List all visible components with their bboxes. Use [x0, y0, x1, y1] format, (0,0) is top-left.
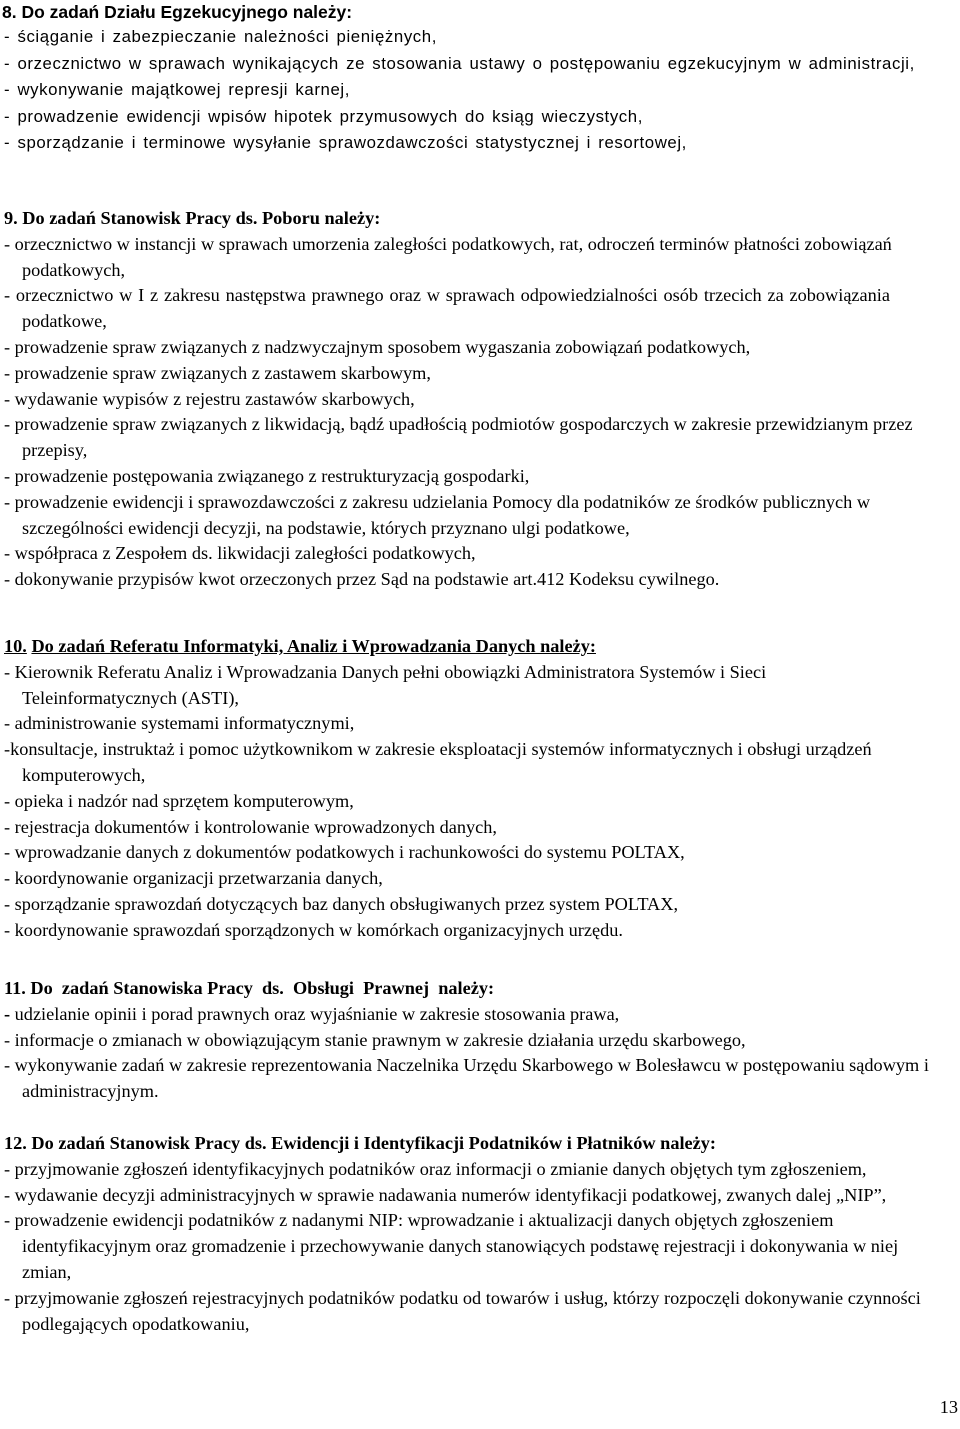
- list-item: - wydawanie decyzji administracyjnych w sprawie nadawania numerów identyfikacji podatkowej, zwanych dalej „NIP”,: [4, 1184, 887, 1205]
- list-item: - rejestracja dokumentów i kontrolowanie wprowadzonych danych,: [4, 816, 497, 837]
- list-item: - ściąganie i zabezpieczanie należności pieniężnych,: [4, 27, 437, 46]
- section-number: 10.: [4, 636, 27, 656]
- list-item: -konsultacje, instruktaż i pomoc użytkownikom w zakresie eksploatacji systemów informatycznych i obsługi urządzeń komputerowych,: [4, 739, 872, 785]
- list-item: - prowadzenie spraw związanych z zastawem skarbowym,: [4, 362, 431, 383]
- page-number: 13: [939, 1397, 958, 1417]
- list-item: - wykonywanie majątkowej represji karnej,: [4, 80, 350, 99]
- section-heading: 12. Do zadań Stanowisk Pracy ds. Ewidencji i Identyfikacji Podatników i Płatników należy:: [4, 1133, 717, 1153]
- list-item: - administrowanie systemami informatycznymi,: [4, 713, 355, 734]
- section-heading-text: Do zadań Referatu Informatyki, Analiz i Wprowadzania Danych należy:: [31, 636, 596, 656]
- list-item: - orzecznictwo w sprawach wynikających ze stosowania ustawy o postępowaniu egzekucyjnym w administracji,: [4, 53, 915, 73]
- list-item: - przyjmowanie zgłoszeń rejestracyjnych podatników podatku od towarów i usług, którzy rozpoczęli dokonywanie czynności podlegających opodatkowaniu,: [4, 1287, 921, 1334]
- section-10: [0, 634, 945, 944]
- list-item: - prowadzenie ewidencji wpisów hipotek przymusowych do ksiąg wieczystych,: [4, 106, 643, 126]
- list-item: - orzecznictwo w instancji w sprawach umorzenia zaległości podatkowych, rat, odroczeń terminów płatności zobowiązań podatkowych,: [4, 233, 892, 280]
- section-heading: 8. Do zadań Działu Egzekucyjnego należy:: [2, 2, 353, 22]
- list-item: - orzecznictwo w I z zakresu następstwa prawnego oraz w sprawach odpowiedzialności osób trzecich za zobowiązania podatkowe,: [4, 285, 890, 332]
- list-item: - prowadzenie ewidencji i sprawozdawczości z zakresu udzielania Pomocy dla podatników ze środków publicznych w szczególności ewidencji decyzji, na podstawie, których przyznano ulgi podatkowe,: [4, 491, 871, 538]
- section-heading: 11. Do zadań Stanowiska Pracy ds. Obsługi Prawnej należy:: [4, 978, 495, 998]
- list-item: - wprowadzanie danych z dokumentów podatkowych i rachunkowości do systemu POLTAX,: [4, 842, 685, 863]
- section-heading: 9. Do zadań Stanowisk Pracy ds. Poboru należy:: [4, 208, 381, 228]
- section-heading: [0, 634, 945, 660]
- list-item: - informacje o zmianach w obowiązującym stanie prawnym w zakresie działania urzędu skarbowego,: [4, 1029, 746, 1050]
- list-item: - opieka i nadzór nad sprzętem komputerowym,: [4, 790, 354, 811]
- list-item: - prowadzenie ewidencji podatników z nadanymi NIP: wprowadzanie i aktualizacji danych objętych zgłoszeniem identyfikacyjnym oraz gromadzenie i przechowywanie danych stanowiących podstawę rejestracji i dokonywania w niej zmian,: [4, 1210, 899, 1282]
- list-item: - udzielanie opinii i porad prawnych oraz wyjaśnianie w zakresie stosowania prawa,: [4, 1003, 620, 1024]
- list-item: - współpraca z Zespołem ds. likwidacji zaległości podatkowych,: [4, 543, 476, 564]
- list-dash: -: [4, 1003, 11, 1024]
- list-item: - sporządzanie sprawozdań dotyczących baz danych obsługiwanych przez system POLTAX,: [4, 893, 679, 914]
- list-item: - wydawanie wypisów z rejestru zastawów skarbowych,: [4, 388, 415, 409]
- list-item: - dokonywanie przypisów kwot orzeczonych przez Sąd na podstawie art.412 Kodeksu cywilnego.: [4, 569, 720, 590]
- list-item: - Kierownik Referatu Analiz i Wprowadzania Danych pełni obowiązki Administratora Systemów i Sieci Teleinformatycznych (ASTI),: [4, 661, 767, 708]
- list-item: - sporządzanie i terminowe wysyłanie sprawozdawczości statystycznej i resortowej,: [4, 133, 687, 152]
- section-8: [0, 0, 952, 157]
- list-item: - prowadzenie spraw związanych z likwidacją, bądź upadłością podmiotów gospodarczych w zakresie przewidzianym przez przepisy,: [4, 414, 913, 461]
- section-12: [0, 1131, 945, 1337]
- list-item: - przyjmowanie zgłoszeń identyfikacyjnych podatników oraz informacji o zmianie danych objętych tym zgłoszeniem,: [4, 1158, 867, 1179]
- list-item: - koordynowanie organizacji przetwarzania danych,: [4, 868, 383, 889]
- section-11: [0, 976, 945, 1105]
- list-item: - prowadzenie postępowania związanego z restrukturyzacją gospodarki,: [4, 465, 530, 486]
- list-item: - prowadzenie spraw związanych z nadzwyczajnym sposobem wygaszania zobowiązań podatkowych,: [4, 336, 751, 357]
- section-9: [0, 206, 945, 593]
- list-item: - koordynowanie sprawozdań sporządzonych w komórkach organizacyjnych urzędu.: [4, 919, 623, 940]
- list-item: - wykonywanie zadań w zakresie reprezentowania Naczelnika Urzędu Skarbowego w Bolesławcu w postępowaniu sądowym i administracyjnym.: [4, 1055, 929, 1102]
